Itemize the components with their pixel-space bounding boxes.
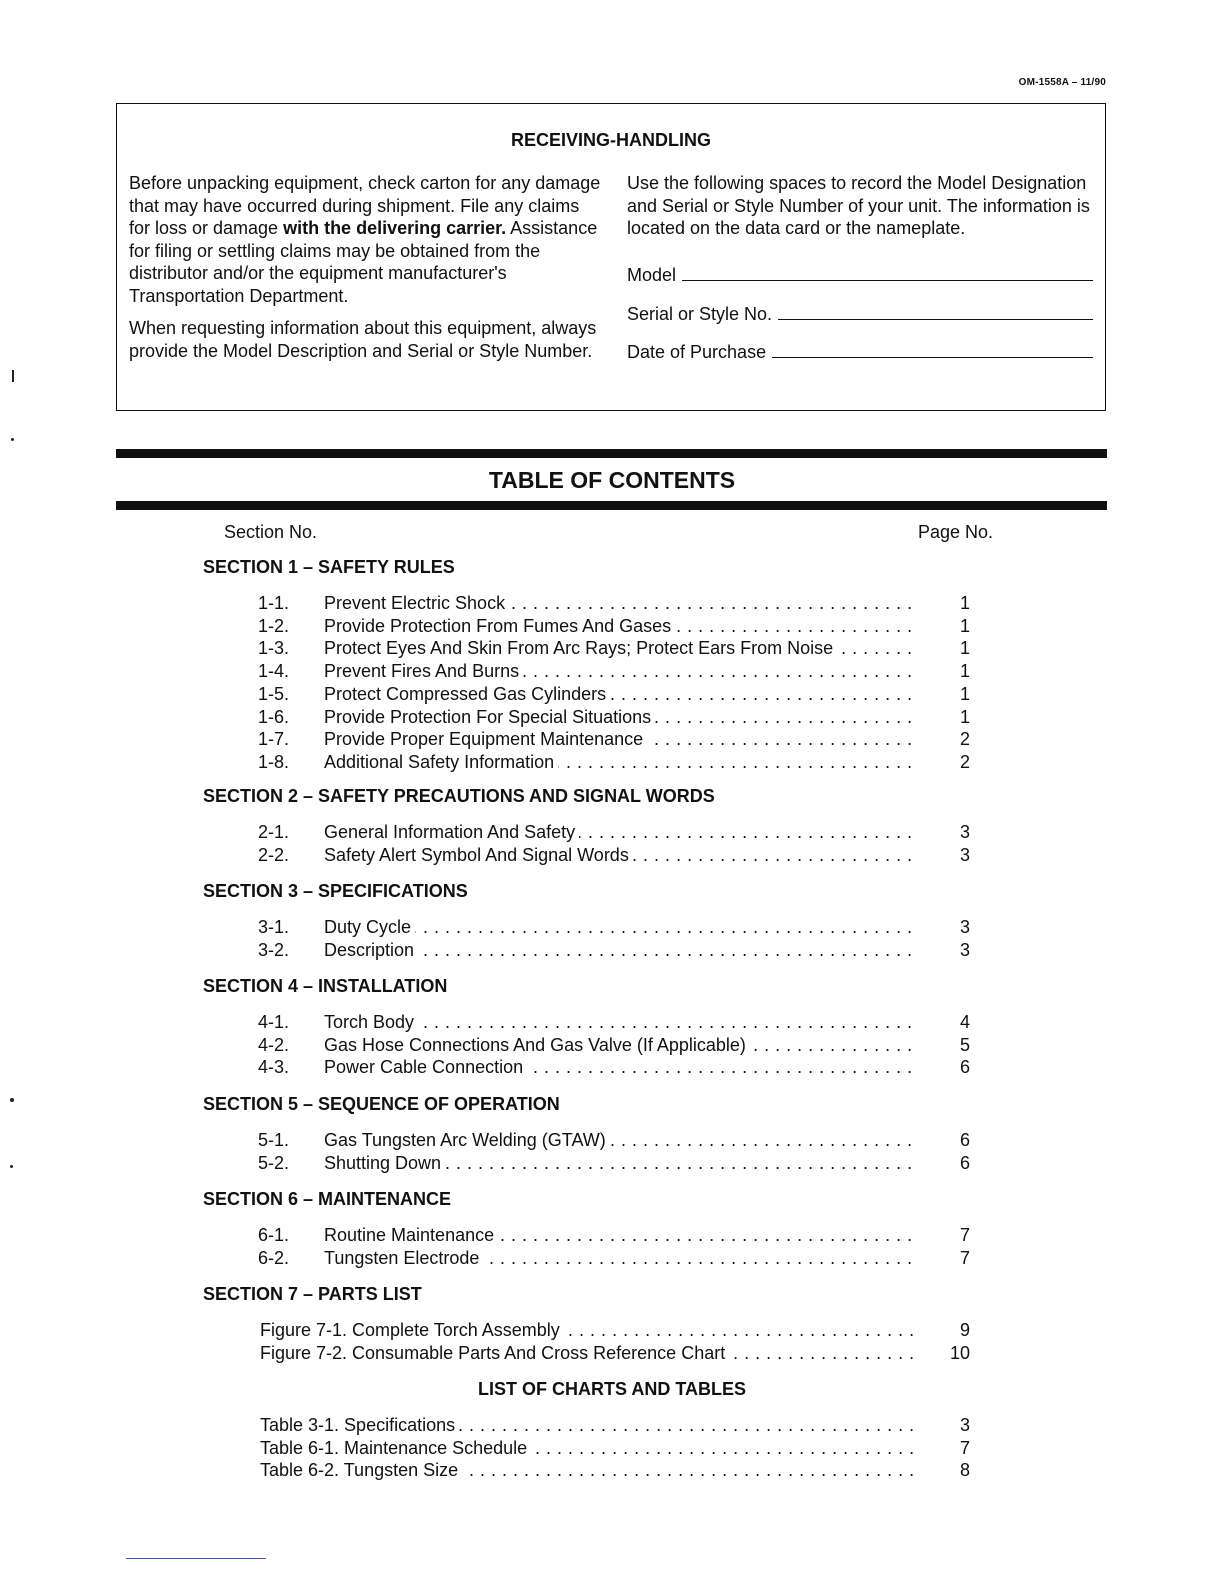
section-heading: SECTION 2 – SAFETY PRECAUTIONS AND SIGNAL WORDS (203, 786, 715, 806)
section-heading: SECTION 3 – SPECIFICATIONS (203, 881, 468, 901)
toc-entry[interactable] (258, 917, 970, 939)
toc-entry[interactable] (258, 752, 970, 774)
toc-entry-leader (260, 1343, 916, 1364)
toc-entry-title: Routine Maintenance (324, 1225, 498, 1245)
toc-entry-leader (260, 1415, 916, 1436)
serial-field[interactable] (627, 301, 1093, 326)
toc-entry-number: 5-2. (258, 1152, 290, 1173)
toc-entry-leader (324, 1130, 916, 1151)
receiving-p1-tail: Assistance for filing or settling claims may be obtained from the distributor and/or the equipment manufacturer's Transportation Department. (129, 218, 598, 306)
toc-entry-page: 7 (959, 1247, 970, 1268)
receiving-p1-bold: with the delivering carrier. (283, 218, 507, 238)
bottom-edge-line (126, 1558, 266, 1559)
toc-entry-number: 2-2. (258, 844, 290, 865)
toc-entry-leader (324, 593, 916, 614)
toc-entry-page: 1 (959, 638, 970, 659)
toc-entry[interactable] (258, 593, 970, 615)
receiving-record-instructions: Use the following spaces to record the Model Designation and Serial or Style Number of your unit. The information is located on the data card or the nameplate. (627, 173, 1090, 238)
toc-entry-page: 2 (959, 751, 970, 772)
charts-tables-title: LIST OF CHARTS AND TABLES (478, 1379, 746, 1399)
toc-entry-title: General Information And Safety (324, 822, 579, 842)
toc-top-rule (116, 449, 1107, 458)
toc-entry-title: Table 3-1. Specifications (260, 1415, 459, 1435)
scan-mark (12, 370, 14, 382)
purchase-date-line[interactable] (772, 339, 1093, 358)
toc-entry-page: 8 (959, 1460, 970, 1481)
toc-entry-page: 3 (959, 1415, 970, 1435)
toc-entry[interactable] (258, 1130, 970, 1152)
toc-entry-page: 3 (959, 939, 970, 960)
toc-entry-number: 1-7. (258, 729, 290, 750)
toc-entry-page: 2 (959, 729, 970, 750)
toc-entry[interactable] (258, 940, 970, 962)
toc-entry-number: 1-2. (258, 615, 290, 636)
toc-entry-title: Additional Safety Information (324, 752, 558, 772)
toc-entry-page: 5 (959, 1034, 970, 1055)
toc-entry-title: Provide Protection For Special Situations (324, 707, 655, 727)
toc-entry[interactable] (258, 661, 970, 683)
toc-entry-leader (324, 1225, 916, 1246)
toc-entry-number: 4-1. (258, 1012, 290, 1032)
purchase-date-label: Date of Purchase (627, 342, 767, 362)
section-heading: SECTION 6 – MAINTENANCE (203, 1189, 452, 1209)
toc-entry-page: 3 (959, 917, 970, 937)
section-no-header: Section No. (224, 522, 318, 542)
toc-entry-title: Protect Eyes And Skin From Arc Rays; Protect Ears From Noise (324, 638, 837, 658)
toc-entry-number: 3-1. (258, 917, 290, 937)
toc-entry-number: 1-6. (258, 706, 290, 727)
toc-entry[interactable] (258, 1343, 970, 1365)
purchase-date-field[interactable] (627, 339, 1093, 364)
scan-mark (10, 1165, 13, 1168)
toc-entry-title: Provide Protection From Fumes And Gases (324, 616, 675, 636)
toc-entry-leader (324, 684, 916, 705)
toc-entry-leader (324, 616, 916, 637)
section-heading: SECTION 4 – INSTALLATION (203, 976, 448, 996)
toc-entry[interactable] (258, 1225, 970, 1247)
serial-label: Serial or Style No. (627, 304, 773, 324)
toc-entry-leader (324, 1153, 916, 1174)
toc-entry-leader (324, 845, 916, 866)
toc-entry-page: 6 (959, 1057, 970, 1078)
toc-entry[interactable] (258, 1460, 970, 1482)
toc-entry-leader (324, 638, 916, 659)
toc-title: TABLE OF CONTENTS (488, 467, 736, 493)
toc-entry-number: 5-1. (258, 1130, 290, 1150)
model-label: Model (627, 265, 677, 285)
toc-entry[interactable] (258, 1415, 970, 1437)
toc-entry-leader (324, 1012, 916, 1033)
toc-entry-leader (324, 1035, 916, 1056)
model-line[interactable] (682, 262, 1093, 281)
page-no-header: Page No. (918, 522, 994, 542)
toc-entry-number: 4-3. (258, 1057, 290, 1078)
toc-entry-number: 6-2. (258, 1247, 290, 1268)
toc-entry-page: 3 (959, 822, 970, 842)
toc-entry-leader (260, 1438, 916, 1459)
toc-entry-page: 1 (959, 661, 970, 682)
receiving-left-column (129, 172, 603, 372)
receiving-paragraph-2: When requesting information about this equipment, always provide the Model Description and Serial or Style Number. (129, 318, 597, 361)
toc-entry-title: Table 6-2. Tungsten Size (260, 1460, 462, 1480)
toc-entry-title: Provide Proper Equipment Maintenance (324, 729, 647, 749)
toc-entry-leader (260, 1460, 916, 1481)
toc-entry-page: 6 (959, 1130, 970, 1150)
toc-entry-page: 1 (959, 615, 970, 636)
toc-entry[interactable] (258, 638, 970, 660)
toc-entry-leader (324, 940, 916, 961)
toc-entry[interactable] (258, 1035, 970, 1057)
toc-entry[interactable] (258, 1012, 970, 1034)
toc-entry-page: 4 (959, 1012, 970, 1032)
toc-entry-title: Shutting Down (324, 1153, 445, 1173)
toc-entry-title: Duty Cycle (324, 917, 415, 937)
toc-entry-title: Table 6-1. Maintenance Schedule (260, 1438, 531, 1458)
toc-entry-leader (324, 1248, 916, 1269)
toc-entry[interactable] (258, 1248, 970, 1270)
section-heading: SECTION 1 – SAFETY RULES (203, 557, 455, 577)
toc-entry-page: 1 (959, 593, 970, 613)
toc-entry-title: Prevent Electric Shock (324, 593, 509, 613)
toc-entry-page: 9 (959, 1320, 970, 1340)
receiving-paragraph-1 (129, 172, 603, 307)
toc-entry[interactable] (258, 729, 970, 751)
toc-entry-page: 3 (959, 844, 970, 865)
toc-entry-title: Tungsten Electrode (324, 1248, 483, 1268)
toc-entry-title: Safety Alert Symbol And Signal Words (324, 845, 633, 865)
receiving-right-column (627, 172, 1097, 362)
toc-entry-page: 7 (959, 1437, 970, 1458)
scan-mark (11, 438, 14, 441)
toc-entry-leader (260, 1320, 916, 1341)
receiving-handling-title: RECEIVING-HANDLING (510, 130, 711, 150)
toc-entry-title: Power Cable Connection (324, 1057, 527, 1077)
section-heading: SECTION 5 – SEQUENCE OF OPERATION (203, 1094, 560, 1114)
toc-entry-number: 1-3. (258, 638, 290, 659)
toc-entry-page: 7 (959, 1225, 970, 1245)
toc-entry-page: 10 (949, 1342, 970, 1363)
toc-entry-leader (324, 661, 916, 682)
toc-entry-page: 1 (959, 683, 970, 704)
toc-entry-number: 1-4. (258, 661, 290, 682)
toc-bottom-rule (116, 501, 1107, 510)
toc-entry-number: 6-1. (258, 1225, 290, 1245)
toc-entry-page: 1 (959, 706, 970, 727)
receiving-handling-box (116, 103, 1106, 411)
toc-entry[interactable] (258, 1153, 970, 1175)
toc-entry[interactable] (258, 822, 970, 844)
toc-entry-title: Description (324, 940, 418, 960)
toc-entry-number: 1-8. (258, 751, 290, 772)
serial-line[interactable] (778, 301, 1093, 320)
toc-entry-title: Torch Body (324, 1012, 418, 1032)
toc-entry-title: Protect Compressed Gas Cylinders (324, 684, 610, 704)
toc-entry-number: 3-2. (258, 939, 290, 960)
toc-entry-page: 6 (959, 1152, 970, 1173)
receiving-p1-text: Before unpacking equipment, check carton for any damage that may have occurred during shipment. File any claims for loss or damage (129, 173, 601, 238)
toc-entry-leader (324, 729, 916, 750)
toc-entry-title: Prevent Fires And Burns (324, 661, 523, 681)
toc-entry-leader (324, 707, 916, 728)
model-field[interactable] (627, 262, 1093, 287)
section-heading: SECTION 7 – PARTS LIST (203, 1284, 422, 1304)
toc-entry-leader (324, 1057, 916, 1078)
toc-entry-leader (324, 822, 916, 843)
toc-entry-number: 1-5. (258, 683, 290, 704)
toc-entry[interactable] (258, 1320, 970, 1342)
toc-entry-leader (324, 917, 916, 938)
toc-entry-leader (324, 752, 916, 773)
toc-entry-title: Gas Tungsten Arc Welding (GTAW) (324, 1130, 610, 1150)
toc-entry[interactable] (258, 707, 970, 729)
toc-entry-number: 2-1. (258, 822, 290, 842)
toc-entry-number: 1-1. (258, 593, 290, 613)
toc-entry[interactable] (258, 684, 970, 706)
toc-entry[interactable] (258, 616, 970, 638)
document-id: OM-1558A – 11/90 (1018, 77, 1106, 88)
toc-entry-title: Gas Hose Connections And Gas Valve (If Applicable) (324, 1035, 750, 1055)
scan-mark (10, 1098, 14, 1102)
toc-entry-title: Figure 7-1. Complete Torch Assembly (260, 1320, 564, 1340)
toc-entry-number: 4-2. (258, 1034, 290, 1055)
toc-entry[interactable] (258, 1438, 970, 1460)
toc-entry[interactable] (258, 845, 970, 867)
toc-entry[interactable] (258, 1057, 970, 1079)
toc-entry-title: Figure 7-2. Consumable Parts And Cross Reference Chart (260, 1343, 729, 1363)
